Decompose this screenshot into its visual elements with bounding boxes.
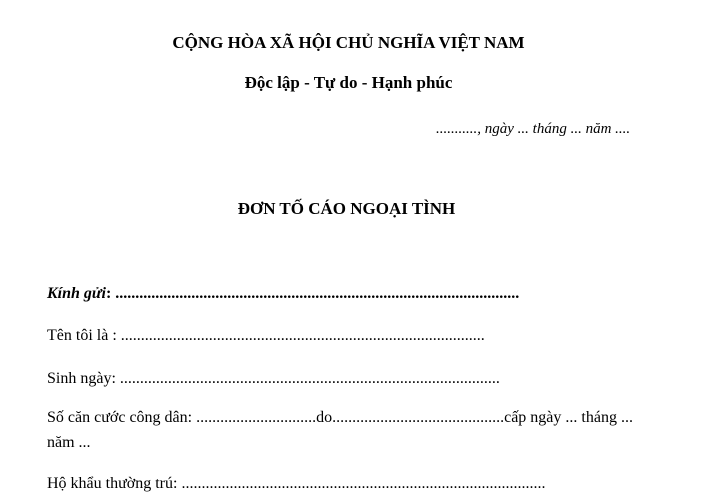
recipient-label: Kính gửi (47, 285, 106, 302)
permanent-residence-field-line: Hộ khẩu thường trú: ........................................................................................... (47, 475, 546, 492)
citizen-id-field-line: Số căn cước công dân: ..............................do...........................................cấp ngày ... tháng ... (47, 409, 633, 426)
date-line: ..........., ngày ... tháng ... năm .... (436, 121, 631, 137)
document-title: ĐƠN TỐ CÁO NGOẠI TÌNH (237, 199, 456, 218)
recipient-dots: : ..................................................................................................... (105, 285, 520, 302)
recipient-line (47, 284, 519, 304)
date-of-birth-field-line: Sinh ngày: ............................................................................................... (47, 370, 500, 387)
national-title: CỘNG HÒA XÃ HỘI CHỦ NGHĨA VIỆT NAM (172, 33, 525, 52)
citizen-id-year-line: năm ... (47, 434, 91, 451)
name-field-line: Tên tôi là : ........................................................................................... (47, 327, 485, 344)
national-motto: Độc lập - Tự do - Hạnh phúc (244, 73, 453, 92)
